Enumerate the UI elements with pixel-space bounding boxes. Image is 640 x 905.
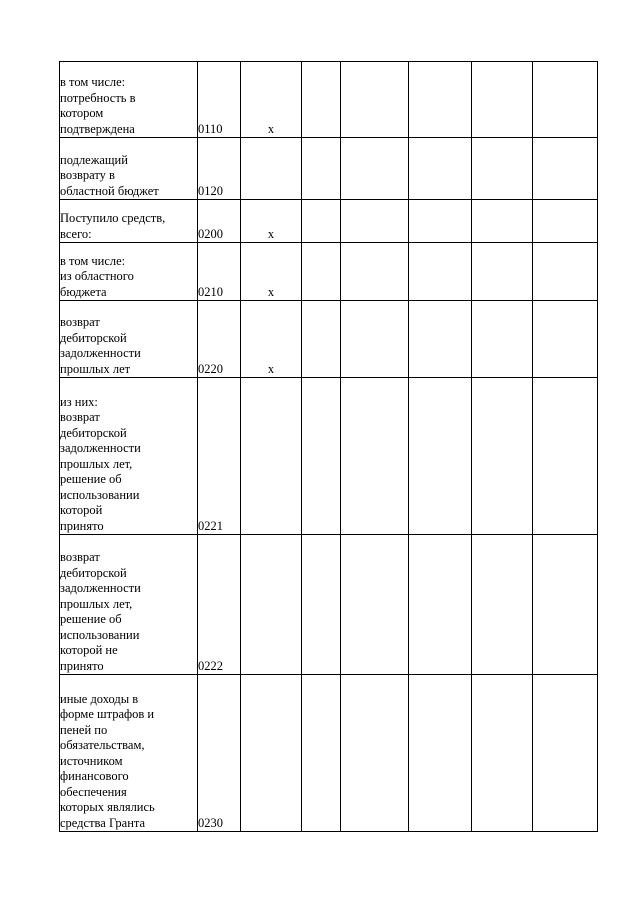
table-row <box>60 301 598 378</box>
empty-cell <box>341 301 409 378</box>
report-table <box>59 61 598 832</box>
empty-cell <box>341 675 409 832</box>
empty-cell <box>472 200 533 243</box>
row-code: 0230 <box>198 675 241 832</box>
row-label: иные доходы в форме штрафов и пеней по обязательствам, источником финансового обеспечения которых являлись средства Гранта <box>60 691 155 830</box>
row-mark <box>241 675 302 832</box>
row-mark <box>241 138 302 200</box>
empty-cell <box>472 138 533 200</box>
empty-cell <box>409 138 472 200</box>
empty-cell <box>341 200 409 243</box>
empty-cell <box>409 301 472 378</box>
row-code: 0110 <box>198 62 241 138</box>
empty-cell <box>472 378 533 535</box>
row-label: в том числе: потребность в котором подтверждена <box>60 75 136 136</box>
empty-cell <box>533 301 598 378</box>
empty-cell <box>302 535 341 675</box>
row-code: 0210 <box>198 243 241 301</box>
row-label: Поступило средств, всего: <box>60 211 166 241</box>
row-label: возврат дебиторской задолженности прошлых лет <box>60 315 141 376</box>
empty-cell <box>302 243 341 301</box>
empty-cell <box>472 675 533 832</box>
empty-cell <box>533 535 598 675</box>
row-label-cell <box>60 138 198 200</box>
row-mark: x <box>241 200 302 243</box>
row-code: 0221 <box>198 378 241 535</box>
row-label: из них: возврат дебиторской задолженности прошлых лет, решение об использовании которой принято <box>60 394 141 533</box>
row-code: 0222 <box>198 535 241 675</box>
table-row <box>60 535 598 675</box>
row-mark: x <box>241 301 302 378</box>
empty-cell <box>533 243 598 301</box>
row-label-cell <box>60 378 198 535</box>
empty-cell <box>472 535 533 675</box>
empty-cell <box>302 301 341 378</box>
row-code: 0220 <box>198 301 241 378</box>
empty-cell <box>472 62 533 138</box>
empty-cell <box>341 535 409 675</box>
empty-cell <box>409 243 472 301</box>
empty-cell <box>533 138 598 200</box>
empty-cell <box>341 138 409 200</box>
row-code: 0120 <box>198 138 241 200</box>
table-row <box>60 62 598 138</box>
row-label: в том числе: из областного бюджета <box>60 253 134 299</box>
empty-cell <box>409 62 472 138</box>
empty-cell <box>533 62 598 138</box>
empty-cell <box>341 243 409 301</box>
row-mark: x <box>241 62 302 138</box>
empty-cell <box>302 62 341 138</box>
empty-cell <box>341 62 409 138</box>
row-mark <box>241 535 302 675</box>
row-label-cell <box>60 301 198 378</box>
empty-cell <box>302 675 341 832</box>
row-mark: x <box>241 243 302 301</box>
row-label-cell <box>60 243 198 301</box>
row-label: возврат дебиторской задолженности прошлых лет, решение об использовании которой не принято <box>60 550 141 673</box>
empty-cell <box>409 675 472 832</box>
table-row <box>60 138 598 200</box>
table-row <box>60 675 598 832</box>
row-label: подлежащий возврату в областной бюджет <box>60 152 159 198</box>
empty-cell <box>302 378 341 535</box>
empty-cell <box>409 535 472 675</box>
row-code: 0200 <box>198 200 241 243</box>
empty-cell <box>533 378 598 535</box>
empty-cell <box>533 200 598 243</box>
empty-cell <box>302 138 341 200</box>
empty-cell <box>341 378 409 535</box>
row-label-cell <box>60 200 198 243</box>
table-row <box>60 243 598 301</box>
empty-cell <box>409 200 472 243</box>
empty-cell <box>472 301 533 378</box>
empty-cell <box>409 378 472 535</box>
empty-cell <box>472 243 533 301</box>
row-mark <box>241 378 302 535</box>
row-label-cell <box>60 675 198 832</box>
table-row <box>60 378 598 535</box>
row-label-cell <box>60 62 198 138</box>
empty-cell <box>302 200 341 243</box>
table-row <box>60 200 598 243</box>
row-label-cell <box>60 535 198 675</box>
empty-cell <box>533 675 598 832</box>
